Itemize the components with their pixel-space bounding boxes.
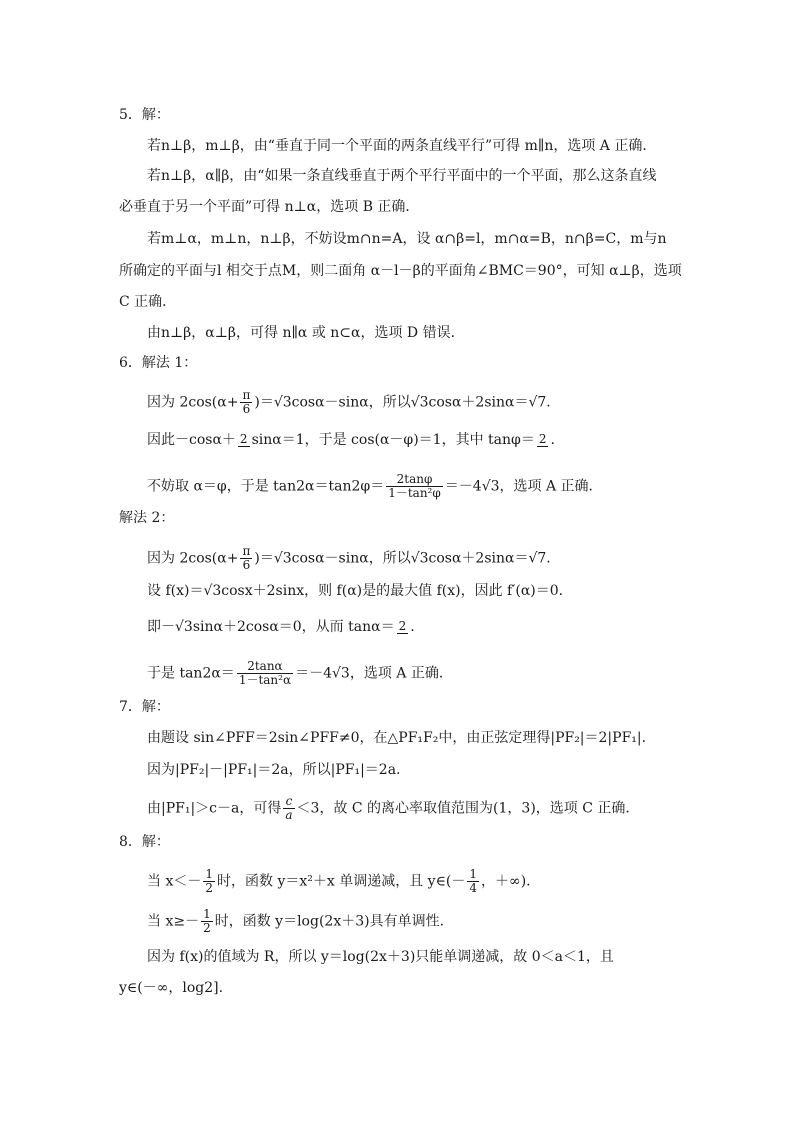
text-segment: 因为 2cos(α+ bbox=[147, 550, 239, 567]
denominator: 6 bbox=[242, 558, 251, 572]
fraction bbox=[240, 545, 252, 572]
text-segment: 因为 2cos(α+ bbox=[147, 394, 239, 411]
problem-5-para-3a: 若m⊥α，m⊥n，n⊥β，不妨设m∩n=A，设 α∩β=l，m∩α=B，n∩β=C，m与n bbox=[147, 231, 667, 247]
problem-8-line-2 bbox=[147, 908, 454, 935]
numerator: π bbox=[242, 388, 251, 402]
fraction bbox=[283, 795, 294, 822]
fraction bbox=[203, 868, 215, 895]
text-segment: 当 x＜－ bbox=[147, 873, 202, 890]
problem-5-heading: 5．解： bbox=[119, 107, 170, 123]
numerator: 1 bbox=[205, 867, 213, 881]
text-segment: ，＋∞). bbox=[481, 873, 531, 890]
denominator: 2 bbox=[205, 881, 213, 895]
problem-8-line-4: y∈(－∞，log2]. bbox=[119, 980, 224, 996]
text-segment: . bbox=[410, 619, 415, 635]
numerator: 2 bbox=[239, 432, 248, 446]
problem-5-para-4: 由n⊥β，α⊥β，可得 n∥α 或 n⊂α，选项 D 错误． bbox=[147, 325, 465, 341]
denominator: a bbox=[285, 808, 293, 822]
text-segment: 于是 tan2α＝ bbox=[147, 665, 235, 682]
numerator: 2tanφ bbox=[386, 473, 443, 487]
denominator: 4 bbox=[469, 881, 478, 895]
numerator: 1 bbox=[203, 907, 211, 921]
text-segment: 时，函数 y＝x²＋x 单调递减，且 y∈(－ bbox=[217, 873, 466, 890]
problem-7-line-3 bbox=[147, 795, 639, 822]
denominator: 2 bbox=[203, 921, 211, 935]
problem-6-m1-line-3 bbox=[147, 473, 603, 500]
fraction bbox=[237, 660, 293, 687]
problem-6-m2-line-2: 设 f(x)＝√3cosx＋2sinx，则 f(α)是的最大值 f(x)，因此 f′(α)＝0. bbox=[147, 583, 564, 599]
problem-5-para-2b: 必垂直于另一个平面”可得 n⊥α，选项 B 正确． bbox=[119, 199, 420, 215]
problem-7-line-1: 由题设 sin∠PFF＝2sin∠PFF≠0，在△PF₁F₂中，由正弦定理得|PF₂|＝2|PF₁|. bbox=[147, 730, 647, 746]
problem-6-heading-2: 解法 2： bbox=[119, 510, 175, 526]
fraction bbox=[386, 473, 443, 500]
fraction bbox=[201, 908, 213, 935]
text-segment: 时，函数 y＝log(2x＋3)具有单调性． bbox=[214, 913, 454, 930]
text-segment: sinα＝1，于是 cos(α－φ)＝1，其中 tanφ＝ bbox=[251, 432, 535, 448]
denominator: 1－tan²α bbox=[238, 673, 292, 687]
problem-6-m2-line-3 bbox=[147, 618, 415, 636]
numerator: 2 bbox=[538, 432, 547, 446]
problem-7-line-2: 因为|PF₂|－|PF₁|＝2a，所以|PF₁|＝2a. bbox=[147, 762, 401, 778]
fraction bbox=[537, 433, 549, 447]
text-segment: 当 x≥－ bbox=[147, 913, 200, 930]
numerator: 2 bbox=[398, 619, 407, 633]
fraction bbox=[467, 868, 479, 895]
numerator: 2tanα bbox=[237, 660, 293, 674]
problem-6-m1-line-2 bbox=[147, 431, 555, 449]
text-segment: ＜3，故 C 的离心率取值范围为(1，3)，选项 C 正确． bbox=[296, 800, 640, 817]
problem-8-line-1 bbox=[147, 868, 531, 895]
problem-6-m2-line-4 bbox=[147, 660, 453, 687]
fraction bbox=[240, 389, 252, 416]
problem-8-line-3: 因为 f(x)的值域为 R，所以 y＝log(2x＋3)只能单调递减，故 0＜a＜1，且 bbox=[147, 949, 614, 965]
text-segment: )＝√3cosα－sinα，所以√3cosα＋2sinα＝√7. bbox=[254, 550, 551, 567]
problem-6-m1-line-1 bbox=[147, 389, 551, 416]
text-segment: 不妨取 α＝φ，于是 tan2α＝tan2φ＝ bbox=[147, 478, 385, 495]
problem-5-para-1: 若n⊥β，m⊥β，由“垂直于同一个平面的两条直线平行”可得 m∥n，选项 A 正确． bbox=[147, 138, 657, 154]
text-segment: 由|PF₁|＞c－a，可得 bbox=[147, 800, 282, 817]
problem-5-para-2a: 若n⊥β，α∥β，由“如果一条直线垂直于两个平行平面中的一个平面，那么这条直线 bbox=[147, 168, 657, 184]
problem-8-heading: 8．解： bbox=[119, 834, 170, 850]
numerator: π bbox=[242, 544, 251, 558]
text-segment: 即－√3sinα＋2cosα＝0，从而 tanα＝ bbox=[147, 619, 395, 635]
fraction bbox=[397, 620, 409, 634]
problem-6-heading: 6．解法 1： bbox=[119, 355, 198, 371]
text-segment: . bbox=[550, 432, 555, 448]
problem-7-heading: 7．解： bbox=[119, 699, 170, 715]
problem-5-para-3c: C 正确． bbox=[119, 294, 177, 310]
denominator: 1－tan²φ bbox=[388, 486, 441, 500]
text-segment: )＝√3cosα－sinα，所以√3cosα＋2sinα＝√7. bbox=[254, 394, 551, 411]
text-segment: 因此－cosα＋ bbox=[147, 432, 236, 448]
text-segment: ＝－4√3，选项 A 正确． bbox=[444, 478, 603, 495]
numerator: 1 bbox=[469, 867, 478, 881]
problem-6-m2-line-1 bbox=[147, 545, 551, 572]
text-segment: ＝－4√3，选项 A 正确． bbox=[295, 665, 453, 682]
fraction bbox=[238, 433, 250, 447]
numerator: c bbox=[283, 795, 294, 809]
problem-5-para-3b: 所确定的平面与l 相交于点M，则二面角 α－l－β的平面角∠BMC＝90°，可知 α⊥β，选项 bbox=[119, 263, 682, 279]
denominator: 6 bbox=[242, 402, 251, 416]
